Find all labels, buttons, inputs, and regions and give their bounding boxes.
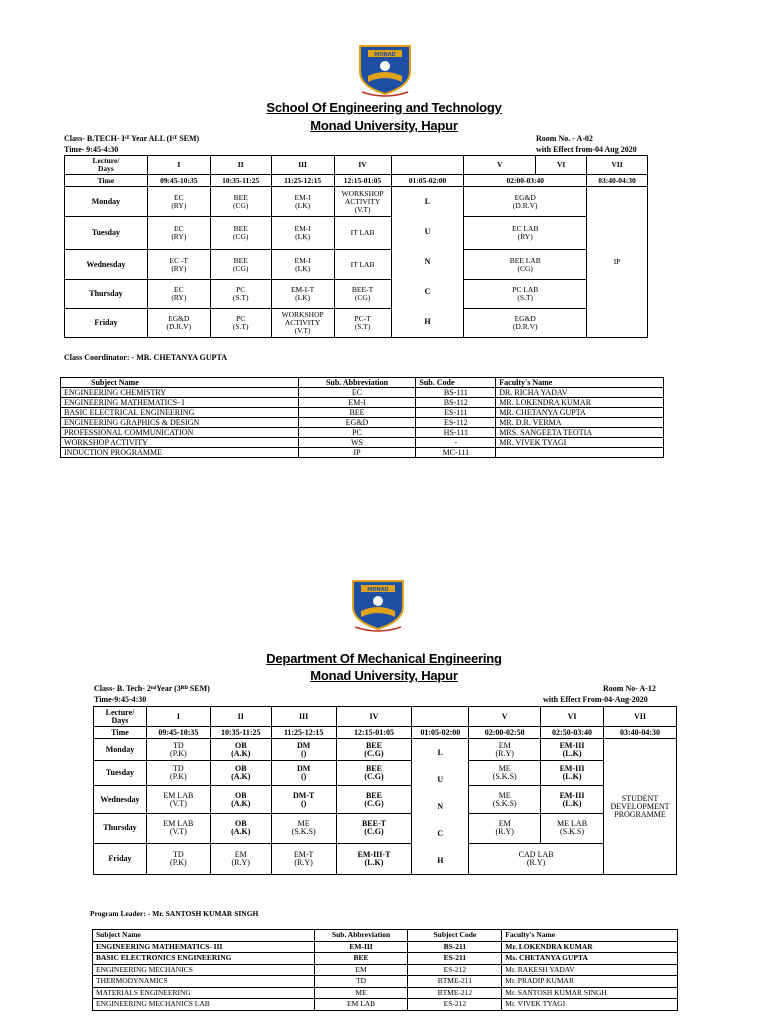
time-slot: 11:25-12:15 — [271, 727, 336, 739]
time-header: Time — [65, 175, 148, 187]
class-cell: EM-I (LK) — [271, 187, 334, 217]
time-slot: 09:45-10:35 — [147, 175, 210, 187]
svg-text:MONAD: MONAD — [374, 52, 396, 58]
subject-abbrev: EM-I — [298, 398, 416, 408]
abbrev-header-2: Sub. Abbreviation — [314, 930, 408, 942]
subject-table-1 — [60, 377, 664, 458]
class-cell: BEE (C.G) — [336, 786, 412, 814]
subject-code: ES-212 — [408, 964, 502, 976]
class-cell: BEE-T (C.G) — [336, 813, 412, 843]
subject-code: ES-211 — [408, 953, 502, 965]
table-row — [61, 408, 664, 418]
period-header: II — [210, 156, 271, 175]
effect-date: with Effect from-04 Aug 2020 — [536, 145, 637, 154]
university-logo-icon — [354, 42, 416, 100]
class-cell: BEE-T (CG) — [334, 280, 391, 308]
subject-name: INDUCTION PROGRAMME — [61, 448, 299, 458]
class-cell: EM LAB (V.T) — [146, 813, 210, 843]
timetable-1 — [64, 155, 648, 338]
table-row — [65, 187, 648, 217]
class-cell: EM-I-T (LK) — [271, 280, 334, 308]
university-logo-icon-2 — [347, 577, 409, 635]
class-cell: ME LAB (S.K.S) — [541, 813, 604, 843]
period-header: V — [464, 156, 536, 175]
period-header: IV — [336, 707, 412, 727]
class-cell: TD (P.K) — [146, 761, 210, 786]
period-header: I — [146, 707, 210, 727]
table-row — [61, 398, 664, 408]
subject-abbrev: PC — [298, 428, 416, 438]
class-cell: EM-III (L.K) — [541, 739, 604, 761]
class-cell: EC -T (RY) — [147, 249, 210, 279]
class-cell: EM-III (L.K) — [541, 786, 604, 814]
class-cell: EG&D (D.R.V) — [147, 308, 210, 337]
table-row — [94, 813, 677, 843]
table-row — [61, 448, 664, 458]
header-lecture-days: Lecture/ Days — [65, 156, 148, 175]
subject-abbrev: EC — [298, 388, 416, 398]
class-cell: ME (S.K.S) — [469, 761, 541, 786]
class-cell: DM () — [271, 761, 336, 786]
subject-code: BS-112 — [416, 398, 496, 408]
time-slot: 01:05-02:00 — [391, 175, 464, 187]
subject-abbrev: EM-III — [314, 941, 408, 953]
period-header: II — [210, 707, 271, 727]
day-label: Thursday — [65, 280, 148, 308]
day-label: Wednesday — [65, 249, 148, 279]
table-row — [93, 976, 678, 988]
class-cell: BEE (C.G) — [336, 761, 412, 786]
timetable-2 — [93, 706, 677, 875]
class-cell: IT LAB — [334, 217, 391, 250]
code-header: Sub. Code — [416, 378, 496, 388]
class-cell: PC-T (S.T) — [334, 308, 391, 337]
table-row — [93, 941, 678, 953]
subject-code: BS-111 — [416, 388, 496, 398]
class-cell: ME (S.K.S) — [469, 786, 541, 814]
university-title: Monad University, Hapur — [310, 118, 458, 133]
period-header: VI — [536, 156, 587, 175]
faculty-name: Mr. RAKESH YADAV — [502, 964, 678, 976]
time-info: Time- 9:45-4:30 — [64, 145, 119, 154]
class-cell: EM-T (R.Y) — [271, 843, 336, 874]
class-cell: EM-I (LK) — [271, 249, 334, 279]
faculty-name: MR. LOKENDRA KUMAR — [496, 398, 664, 408]
table-row — [65, 249, 648, 279]
induction-cell: IP — [587, 187, 648, 338]
time-slot: 02:50-03:40 — [541, 727, 604, 739]
day-label: Wednesday — [94, 786, 147, 814]
subject-name: PROFESSIONAL COMMUNICATION — [61, 428, 299, 438]
day-label: Friday — [94, 843, 147, 874]
day-label: Tuesday — [65, 217, 148, 250]
faculty-name: Ms. CHETANYA GUPTA — [502, 953, 678, 965]
subject-code: ES-112 — [416, 418, 496, 428]
subject-header-2: Subject Name — [93, 930, 315, 942]
subject-code: HS-111 — [416, 428, 496, 438]
day-label: Tuesday — [94, 761, 147, 786]
class-cell: WORKSHOP ACTIVITY (V.T) — [271, 308, 334, 337]
faculty-name — [496, 448, 664, 458]
table-row — [93, 953, 678, 965]
faculty-name: Mr. VIVEK TYAGI — [502, 999, 678, 1011]
time-slot: 12:15-01:05 — [334, 175, 391, 187]
class-cell: EM (R.Y) — [469, 813, 541, 843]
subject-name: ENGINEERING GRAPHICS & DESIGN — [61, 418, 299, 428]
table-row — [94, 843, 677, 874]
period-header: VII — [587, 156, 648, 175]
subject-table-2 — [92, 929, 678, 1011]
subject-name: BASIC ELECTRICAL ENGINEERING — [61, 408, 299, 418]
subject-abbrev: EG&D — [298, 418, 416, 428]
subject-abbrev: IP — [298, 448, 416, 458]
subject-abbrev: BEE — [314, 953, 408, 965]
class-cell: IT LAB — [334, 249, 391, 279]
subject-name: ENGINEERING MECHANICS LAB — [93, 999, 315, 1011]
university-title-2: Monad University, Hapur — [310, 668, 458, 683]
table-row — [93, 999, 678, 1011]
subject-abbrev: EM — [314, 964, 408, 976]
faculty-header: Faculty's Name — [496, 378, 664, 388]
class-cell: BEE LAB (CG) — [464, 249, 587, 279]
faculty-name: MRS. SANGEETA TEOTIA — [496, 428, 664, 438]
subject-abbrev: ME — [314, 987, 408, 999]
faculty-header-2: Faculty's Name — [502, 930, 678, 942]
class-cell: EC (RY) — [147, 217, 210, 250]
lunch-break: L U N C H — [412, 739, 469, 875]
class-coordinator: Class Coordinator: - MR. CHETANYA GUPTA — [64, 353, 227, 362]
class-cell: DM-T () — [271, 786, 336, 814]
subject-code: - — [416, 438, 496, 448]
time-slot: 03:40-04:30 — [587, 175, 648, 187]
class-cell: WORKSHOP ACTIVITY (V.T) — [334, 187, 391, 217]
table-row — [94, 761, 677, 786]
subject-name: WORKSHOP ACTIVITY — [61, 438, 299, 448]
subject-code: MC-111 — [416, 448, 496, 458]
class-cell: BEE (C.G) — [336, 739, 412, 761]
table-row — [94, 786, 677, 814]
table-row — [65, 308, 648, 337]
abbrev-header: Sub. Abbreviation — [298, 378, 416, 388]
class-cell: EM-I (LK) — [271, 217, 334, 250]
class-cell: TD (P.K) — [146, 843, 210, 874]
class-cell: OB (A.K) — [210, 786, 271, 814]
subject-code: BS-211 — [408, 941, 502, 953]
class-cell: EM-III (L.K) — [541, 761, 604, 786]
day-label: Friday — [65, 308, 148, 337]
subject-name: ENGINEERING CHEMISTRY — [61, 388, 299, 398]
lunch-break: L U N C H — [391, 187, 464, 338]
time-slot: 12:15-01:05 — [336, 727, 412, 739]
subject-code: BTME-212 — [408, 987, 502, 999]
subject-header: Subject Name — [61, 378, 299, 388]
table-row — [94, 739, 677, 761]
time-slot: 09:45-10:35 — [146, 727, 210, 739]
class-cell: EC (RY) — [147, 187, 210, 217]
table-row — [65, 217, 648, 250]
faculty-name: Mr. SANTOSH KUMAR SINGH — [502, 987, 678, 999]
period-header: I — [147, 156, 210, 175]
day-label: Thursday — [94, 813, 147, 843]
effect-date-2: with Effect From-04-Aug-2020 — [543, 695, 648, 704]
faculty-name: MR. CHETANYA GUPTA — [496, 408, 664, 418]
subject-code: BTME-211 — [408, 976, 502, 988]
class-cell: TD (P.K) — [146, 739, 210, 761]
table-row — [61, 438, 664, 448]
class-cell: OB (A.K) — [210, 761, 271, 786]
class-cell: EG&D (D.R.V) — [464, 187, 587, 217]
subject-abbrev: EM LAB — [314, 999, 408, 1011]
class-info-2: Class- B. Tech- 2ⁿᵈYear (3ᴿᴰ SEM) — [94, 684, 210, 693]
class-cell: PC LAB (S.T) — [464, 280, 587, 308]
subject-abbrev: WS — [298, 438, 416, 448]
class-cell: OB (A.K) — [210, 813, 271, 843]
period-header: III — [271, 707, 336, 727]
faculty-name: MR. VIVEK TYAGI — [496, 438, 664, 448]
table-row — [61, 388, 664, 398]
time-slot: 01:05-02:00 — [412, 727, 469, 739]
code-header-2: Subject Code — [408, 930, 502, 942]
subject-abbrev: TD — [314, 976, 408, 988]
class-cell: EM LAB (V.T) — [146, 786, 210, 814]
class-cell: BEE (CG) — [210, 187, 271, 217]
class-info: Class- B.TECH- Iˢᵀ Year ALL (Iˢᵀ SEM) — [64, 134, 200, 143]
subject-abbrev: BEE — [298, 408, 416, 418]
day-label: Monday — [65, 187, 148, 217]
subject-name: ENGINEERING MATHEMATICS- I — [61, 398, 299, 408]
header-lecture-days-2: Lecture/ Days — [94, 707, 147, 727]
period-header: VI — [541, 707, 604, 727]
svg-text:MONAD: MONAD — [367, 587, 389, 593]
period-header — [391, 156, 464, 175]
faculty-name: MR. D.R. VERMA — [496, 418, 664, 428]
department-title: Department Of Mechanical Engineering — [266, 651, 502, 666]
class-cell: ME (S.K.S) — [271, 813, 336, 843]
period-header: VII — [603, 707, 676, 727]
time-slot: 10:35-11:25 — [210, 727, 271, 739]
class-cell: PC (S.T) — [210, 308, 271, 337]
faculty-name: DR. RICHA YADAV — [496, 388, 664, 398]
class-cell: EM-III-T (L.K) — [336, 843, 412, 874]
time-slot: 11:25-12:15 — [271, 175, 334, 187]
class-cell: BEE (CG) — [210, 249, 271, 279]
subject-name: ENGINEERING MATHEMATICS- III — [93, 941, 315, 953]
subject-name: ENGINEERING MECHANICS — [93, 964, 315, 976]
class-cell: CAD LAB (R.Y) — [469, 843, 604, 874]
period-header: V — [469, 707, 541, 727]
subject-name: THERMODYNAMICS — [93, 976, 315, 988]
subject-name: MATERIALS ENGINEERING — [93, 987, 315, 999]
class-cell: DM () — [271, 739, 336, 761]
table-row — [61, 428, 664, 438]
time-slot: 02:00-03:40 — [464, 175, 587, 187]
class-cell: EM (R.Y) — [469, 739, 541, 761]
class-cell: EM (R.Y) — [210, 843, 271, 874]
time-info-2: Time-9:45-4:30 — [94, 695, 147, 704]
subject-name: BASIC ELECTRONICS ENGINEERING — [93, 953, 315, 965]
period-header: IV — [334, 156, 391, 175]
room-info: Room No. - A-02 — [536, 134, 593, 143]
table-row — [93, 964, 678, 976]
subject-code: ES-212 — [408, 999, 502, 1011]
class-cell: EG&D (D.R.V) — [464, 308, 587, 337]
room-info-2: Room No- A-12 — [603, 684, 656, 693]
faculty-name: Mr. LOKENDRA KUMAR — [502, 941, 678, 953]
class-cell: EC LAB (RY) — [464, 217, 587, 250]
time-slot: 02:00-02:50 — [469, 727, 541, 739]
period-header — [412, 707, 469, 727]
class-cell: BEE (CG) — [210, 217, 271, 250]
table-row — [61, 418, 664, 428]
time-header-2: Time — [94, 727, 147, 739]
table-row — [93, 987, 678, 999]
subject-code: ES-111 — [416, 408, 496, 418]
school-title: School Of Engineering and Technology — [266, 100, 502, 115]
table-row — [65, 280, 648, 308]
program-leader: Program Leader: - Mr. SANTOSH KUMAR SINGH — [90, 909, 259, 918]
period-header: III — [271, 156, 334, 175]
student-development-cell: STUDENT DEVELOPMENT PROGRAMME — [603, 739, 676, 875]
time-slot: 03:40-04:30 — [603, 727, 676, 739]
class-cell: OB (A.K) — [210, 739, 271, 761]
class-cell: PC (S.T) — [210, 280, 271, 308]
class-cell: EC (RY) — [147, 280, 210, 308]
day-label: Monday — [94, 739, 147, 761]
faculty-name: Mr. PRADIP KUMAR — [502, 976, 678, 988]
time-slot: 10:35-11:25 — [210, 175, 271, 187]
